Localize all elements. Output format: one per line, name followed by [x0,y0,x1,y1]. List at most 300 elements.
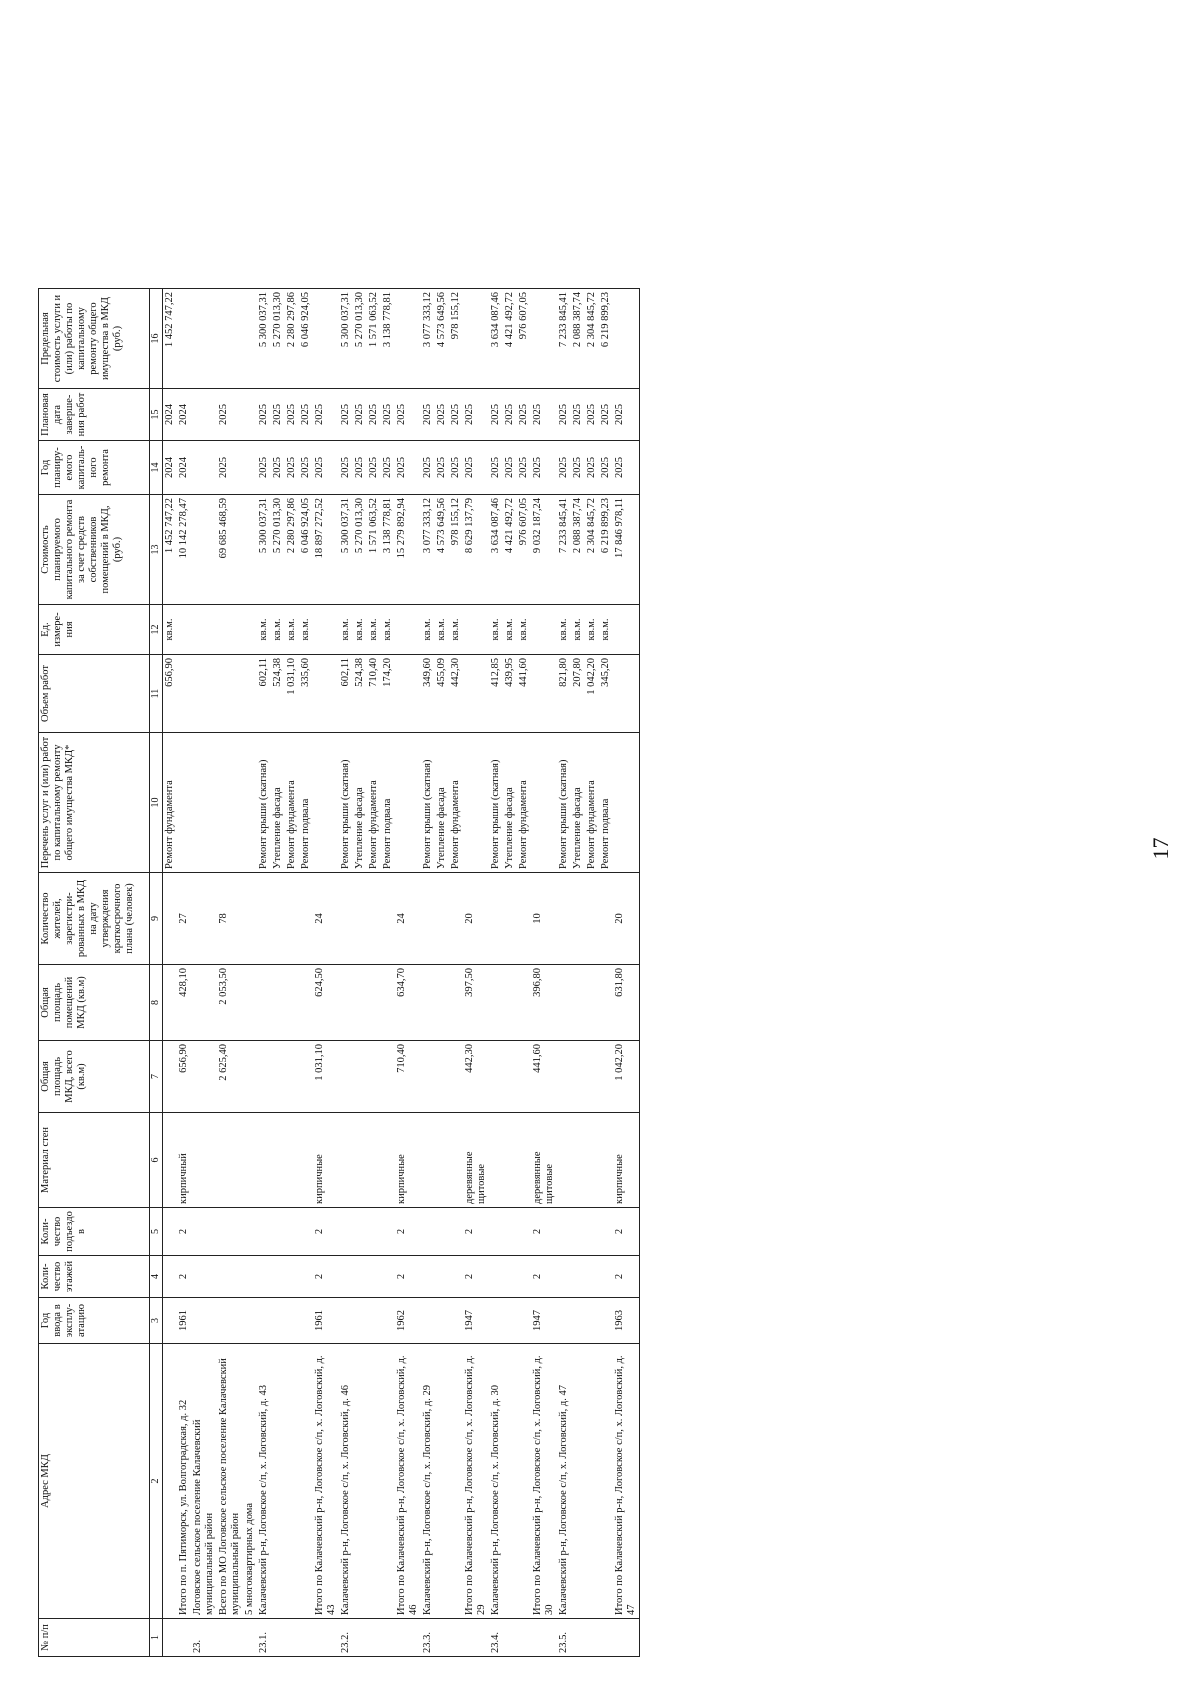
cell-wall-material [299,1113,313,1208]
cell-row-number: 23.4. [489,1619,503,1657]
col-number: 3 [150,1298,163,1344]
col-header: Плановая дата заверше-ния работ [39,389,150,441]
cell-wall-material [449,1113,463,1208]
cell-residents [353,873,367,965]
cell-work-type [243,733,257,873]
cell-repair-year: 2025 [353,441,367,495]
cell-completion-date: 2025 [367,389,381,441]
cell-entrances [571,1208,585,1256]
cell-entrances [243,1208,257,1256]
cell-entrances [599,1208,613,1256]
cell-repair-cost: 2 280 297,86 [285,495,299,605]
cell-completion-date: 2025 [381,389,395,441]
cell-work-volume: 524,38 [271,655,285,733]
cell-commission-year [367,1298,381,1344]
cell-unit [177,605,191,655]
cell-row-number [271,1619,285,1657]
table-body [163,289,640,1657]
cell-row-number [531,1619,557,1657]
cell-residents [571,873,585,965]
table-row [503,289,517,1657]
cell-wall-material [381,1113,395,1208]
cell-floors [449,1256,463,1298]
cell-total-area [571,1041,585,1113]
cell-repair-year: 2025 [449,441,463,495]
cell-commission-year [571,1298,585,1344]
cell-residents [517,873,531,965]
cell-unit [191,605,217,655]
cell-entrances [191,1208,217,1256]
cell-unit: кв.м. [517,605,531,655]
cell-entrances [285,1208,299,1256]
cell-completion-date: 2025 [339,389,353,441]
cell-work-type: Утепление фасада [503,733,517,873]
cell-entrances [503,1208,517,1256]
cell-entrances [367,1208,381,1256]
cell-repair-year: 2025 [613,441,640,495]
cell-completion-date: 2025 [285,389,299,441]
col-number: 14 [150,441,163,495]
cell-work-type: Утепление фасада [353,733,367,873]
cell-max-cost: 4 421 492,72 [503,289,517,389]
cell-floors [353,1256,367,1298]
cell-address [353,1344,367,1619]
cell-floors [381,1256,395,1298]
table-row [435,289,449,1657]
cell-unit: кв.м. [285,605,299,655]
cell-commission-year [489,1298,503,1344]
cell-max-cost: 6 219 899,23 [599,289,613,389]
cell-work-volume: 602,11 [339,655,353,733]
table-row [585,289,599,1657]
cell-address: Калачевский р-н, Логовское с/п, х. Логовский, д. 47 [557,1344,571,1619]
cell-entrances: 2 [531,1208,557,1256]
cell-completion-date: 2025 [353,389,367,441]
cell-work-type: Утепление фасада [571,733,585,873]
cell-unit: кв.м. [435,605,449,655]
cell-commission-year [421,1298,435,1344]
cell-residents [367,873,381,965]
cell-work-type: Утепление фасада [271,733,285,873]
cell-row-number [613,1619,640,1657]
cell-completion-date: 2025 [489,389,503,441]
cell-commission-year [339,1298,353,1344]
cell-address [599,1344,613,1619]
table-row [191,289,217,1657]
cell-floors [163,1256,178,1298]
cell-repair-year [191,441,217,495]
cell-total-area: 442,30 [463,1041,489,1113]
cell-commission-year: 1961 [177,1298,191,1344]
cell-premises-area [163,965,178,1041]
cell-repair-cost: 4 573 649,56 [435,495,449,605]
cell-repair-cost: 10 142 278,47 [177,495,191,605]
cell-repair-cost: 3 077 333,12 [421,495,435,605]
cell-work-type: Ремонт крыши (скатная) [557,733,571,873]
table-row [243,289,257,1657]
col-number: 6 [150,1113,163,1208]
cell-work-volume: 656,90 [163,655,178,733]
cell-floors [517,1256,531,1298]
cell-total-area: 441,60 [531,1041,557,1113]
cell-address: Логовское сельское поселение Калачевский муниципальный район [191,1344,217,1619]
cell-work-volume [463,655,489,733]
cell-unit [613,605,640,655]
cell-entrances: 2 [313,1208,339,1256]
cell-unit: кв.м. [585,605,599,655]
table-row [489,289,503,1657]
table-row [271,289,285,1657]
col-header: Коли-чество подъездо в [39,1208,150,1256]
cell-address: Калачевский р-н, Логовское с/п, х. Логовский, д. 43 [257,1344,271,1619]
cell-premises-area [585,965,599,1041]
cell-total-area [449,1041,463,1113]
page-number: 17 [1148,837,1173,860]
cell-work-volume: 1 042,20 [585,655,599,733]
cell-residents [191,873,217,965]
cell-address [571,1344,585,1619]
cell-row-number: 23.1. [257,1619,271,1657]
cell-max-cost [217,289,243,389]
cell-work-type: Ремонт подвала [381,733,395,873]
cell-premises-area [449,965,463,1041]
cell-max-cost [177,289,191,389]
table-row [599,289,613,1657]
cell-premises-area [271,965,285,1041]
cell-work-type [217,733,243,873]
cell-wall-material: деревянные щитовые [531,1113,557,1208]
cell-work-type: Ремонт фундамента [585,733,599,873]
cell-row-number [463,1619,489,1657]
cell-completion-date: 2025 [557,389,571,441]
col-header: Количество жителей, зарегистри-рованных в МКД на дату утверждения краткосрочного плана (человек) [39,873,150,965]
cell-floors [421,1256,435,1298]
col-number: 4 [150,1256,163,1298]
cell-work-type [313,733,339,873]
cell-work-volume: 345,20 [599,655,613,733]
cell-repair-year: 2025 [339,441,353,495]
cell-address: Калачевский р-н, Логовское с/п, х. Логовский, д. 30 [489,1344,503,1619]
cell-wall-material [557,1113,571,1208]
cell-address: Итого по п. Пятиморск, ул. Волгоградская, д. 32 [177,1344,191,1619]
cell-repair-year: 2025 [489,441,503,495]
cell-repair-year: 2025 [435,441,449,495]
cell-residents: 24 [395,873,421,965]
cell-address [381,1344,395,1619]
cell-entrances [517,1208,531,1256]
cell-total-area [435,1041,449,1113]
cell-residents: 24 [313,873,339,965]
cell-wall-material [191,1113,217,1208]
cell-residents [285,873,299,965]
cell-premises-area [421,965,435,1041]
cell-address [367,1344,381,1619]
cell-completion-date: 2024 [163,389,178,441]
cell-wall-material [339,1113,353,1208]
cell-floors [271,1256,285,1298]
cell-max-cost: 2 280 297,86 [285,289,299,389]
cell-address [503,1344,517,1619]
col-header: Адрес МКД [39,1344,150,1619]
cell-completion-date: 2025 [599,389,613,441]
cell-floors: 2 [463,1256,489,1298]
cell-total-area [243,1041,257,1113]
cell-repair-cost [243,495,257,605]
cell-premises-area [517,965,531,1041]
cell-repair-cost: 6 046 924,05 [299,495,313,605]
col-header: Ед. измере-ния [39,605,150,655]
cell-work-volume [217,655,243,733]
cell-work-type: Ремонт крыши (скатная) [257,733,271,873]
cell-address [585,1344,599,1619]
cell-total-area: 1 042,20 [613,1041,640,1113]
cell-completion-date [243,389,257,441]
cell-work-volume: 412,85 [489,655,503,733]
cell-unit: кв.м. [489,605,503,655]
cell-work-type: Ремонт подвала [599,733,613,873]
cell-commission-year [503,1298,517,1344]
cell-repair-year: 2025 [299,441,313,495]
cell-completion-date: 2025 [257,389,271,441]
cell-work-type [177,733,191,873]
cell-repair-cost: 7 233 845,41 [557,495,571,605]
cell-unit: кв.м. [557,605,571,655]
col-header: Общая площадь помещений МКД (кв.м) [39,965,150,1041]
cell-entrances [449,1208,463,1256]
col-header: Материал стен [39,1113,150,1208]
cell-completion-date: 2025 [503,389,517,441]
cell-repair-cost: 69 685 468,59 [217,495,243,605]
cell-floors [557,1256,571,1298]
repair-plan-table [38,288,640,1657]
cell-floors: 2 [177,1256,191,1298]
table-row [571,289,585,1657]
cell-total-area: 656,90 [177,1041,191,1113]
cell-entrances [217,1208,243,1256]
cell-address: 5 многоквартирных дома [243,1344,257,1619]
cell-completion-date [191,389,217,441]
cell-total-area [257,1041,271,1113]
cell-residents [435,873,449,965]
cell-address: Калачевский р-н, Логовское с/п, х. Логовский, д. 46 [339,1344,353,1619]
cell-premises-area: 634,70 [395,965,421,1041]
cell-wall-material: кирпичный [177,1113,191,1208]
cell-completion-date: 2024 [177,389,191,441]
cell-row-number [435,1619,449,1657]
col-header: Предельная стоимость услуги и (или) работы по капитальному ремонту общего имущества в МКД (руб.) [39,289,150,389]
cell-premises-area: 624,50 [313,965,339,1041]
cell-repair-year: 2025 [557,441,571,495]
cell-row-number [517,1619,531,1657]
table-row [367,289,381,1657]
cell-wall-material [421,1113,435,1208]
cell-repair-year: 2025 [271,441,285,495]
cell-max-cost: 976 607,05 [517,289,531,389]
table-row [531,289,557,1657]
cell-address [285,1344,299,1619]
table-row [613,289,640,1657]
cell-repair-year: 2025 [217,441,243,495]
cell-completion-date: 2025 [217,389,243,441]
cell-completion-date: 2025 [463,389,489,441]
cell-work-type [395,733,421,873]
cell-address: Итого по Калачевский р-н, Логовское с/п, х. Логовский, д. 47 [613,1344,640,1619]
cell-completion-date: 2025 [271,389,285,441]
cell-work-type [531,733,557,873]
cell-floors [435,1256,449,1298]
cell-row-number: 23.5. [557,1619,571,1657]
cell-premises-area [257,965,271,1041]
cell-commission-year [191,1298,217,1344]
cell-residents [299,873,313,965]
cell-premises-area [599,965,613,1041]
cell-unit: кв.м. [257,605,271,655]
cell-total-area [163,1041,178,1113]
cell-premises-area [353,965,367,1041]
cell-entrances [435,1208,449,1256]
cell-repair-year [243,441,257,495]
cell-residents [271,873,285,965]
cell-total-area: 2 625,40 [217,1041,243,1113]
cell-max-cost [531,289,557,389]
cell-unit: кв.м. [271,605,285,655]
cell-unit: кв.м. [163,605,178,655]
col-number: 12 [150,605,163,655]
col-number: 5 [150,1208,163,1256]
cell-repair-year: 2025 [531,441,557,495]
cell-work-type: Ремонт подвала [299,733,313,873]
cell-row-number [313,1619,339,1657]
cell-residents [585,873,599,965]
cell-commission-year [271,1298,285,1344]
cell-repair-cost: 5 300 037,31 [339,495,353,605]
cell-premises-area [571,965,585,1041]
cell-row-number [503,1619,517,1657]
cell-repair-cost: 15 279 892,94 [395,495,421,605]
cell-entrances [339,1208,353,1256]
cell-work-type: Ремонт крыши (скатная) [339,733,353,873]
cell-premises-area: 397,50 [463,965,489,1041]
col-number: 1 [150,1619,163,1657]
cell-wall-material [271,1113,285,1208]
cell-repair-cost: 978 155,12 [449,495,463,605]
col-number: 15 [150,389,163,441]
cell-repair-cost: 17 846 978,11 [613,495,640,605]
cell-address [299,1344,313,1619]
cell-wall-material [243,1113,257,1208]
cell-max-cost: 5 270 013,30 [353,289,367,389]
cell-commission-year [435,1298,449,1344]
table-row [463,289,489,1657]
cell-unit [217,605,243,655]
cell-wall-material [489,1113,503,1208]
cell-address: Итого по Калачевский р-н, Логовское с/п, х. Логовский, д. 30 [531,1344,557,1619]
cell-entrances [257,1208,271,1256]
cell-residents [489,873,503,965]
table-row [557,289,571,1657]
table-row [177,289,191,1657]
cell-entrances [557,1208,571,1256]
col-header: Год планиру-емого капиталь-ного ремонта [39,441,150,495]
cell-commission-year [299,1298,313,1344]
cell-work-volume [243,655,257,733]
cell-wall-material: кирпичные [395,1113,421,1208]
cell-unit: кв.м. [381,605,395,655]
cell-commission-year [557,1298,571,1344]
cell-commission-year [257,1298,271,1344]
cell-floors [503,1256,517,1298]
cell-completion-date: 2025 [449,389,463,441]
cell-total-area [381,1041,395,1113]
cell-row-number [217,1619,243,1657]
cell-premises-area [503,965,517,1041]
cell-wall-material [599,1113,613,1208]
cell-residents [339,873,353,965]
col-number: 2 [150,1344,163,1619]
cell-entrances [353,1208,367,1256]
cell-residents: 27 [177,873,191,965]
col-header: № п/п [39,1619,150,1657]
cell-premises-area [299,965,313,1041]
cell-address: Всего по МО Логовское сельское поселение Калачевский муниципальный район [217,1344,243,1619]
cell-row-number [381,1619,395,1657]
table-row [395,289,421,1657]
cell-wall-material [367,1113,381,1208]
cell-wall-material [435,1113,449,1208]
cell-wall-material [503,1113,517,1208]
col-number: 7 [150,1041,163,1113]
table-row [353,289,367,1657]
cell-repair-year: 2025 [285,441,299,495]
col-number: 8 [150,965,163,1041]
cell-wall-material: кирпичные [613,1113,640,1208]
cell-repair-cost: 5 270 013,30 [271,495,285,605]
table-row [381,289,395,1657]
cell-max-cost: 5 270 013,30 [271,289,285,389]
table-row [313,289,339,1657]
col-number: 11 [150,655,163,733]
cell-repair-cost: 4 421 492,72 [503,495,517,605]
cell-completion-date: 2025 [395,389,421,441]
cell-completion-date: 2025 [585,389,599,441]
cell-work-type [191,733,217,873]
cell-total-area: 1 031,10 [313,1041,339,1113]
cell-work-volume: 441,60 [517,655,531,733]
cell-row-number [395,1619,421,1657]
cell-work-type: Утепление фасада [435,733,449,873]
cell-row-number [177,1619,191,1657]
cell-commission-year [285,1298,299,1344]
cell-work-type: Ремонт фундамента [449,733,463,873]
cell-commission-year [353,1298,367,1344]
cell-max-cost: 1 452 747,22 [163,289,178,389]
col-header: Перечень услуг и (или) работ по капитальному ремонту общего имущества МКД* [39,733,150,873]
cell-floors [191,1256,217,1298]
cell-address: Калачевский р-н, Логовское с/п, х. Логовский, д. 29 [421,1344,435,1619]
cell-commission-year [517,1298,531,1344]
cell-wall-material [217,1113,243,1208]
table-row [257,289,271,1657]
cell-max-cost: 5 300 037,31 [257,289,271,389]
cell-unit [463,605,489,655]
cell-total-area [299,1041,313,1113]
cell-repair-cost: 3 138 778,81 [381,495,395,605]
cell-repair-cost: 8 629 137,79 [463,495,489,605]
cell-row-number [299,1619,313,1657]
cell-total-area [285,1041,299,1113]
cell-repair-year: 2024 [177,441,191,495]
cell-unit: кв.м. [421,605,435,655]
